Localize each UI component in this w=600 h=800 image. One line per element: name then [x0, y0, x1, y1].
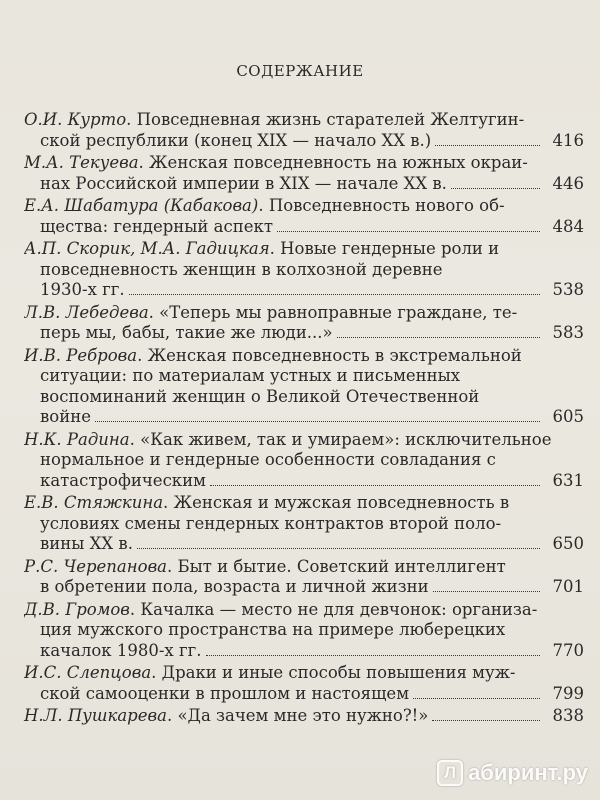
entry-title-line: ция мужского пространства на примере люберецких — [40, 620, 506, 639]
entry-title-line: ской самооценки в прошлом и настоящем — [40, 683, 410, 703]
dot-leader — [433, 591, 540, 592]
entry-line — [24, 239, 584, 260]
entry-page-number: 770 — [552, 640, 584, 660]
entry-title-line: щества: гендерный аспект — [40, 216, 273, 236]
entry-title-line: нах Российской империи в XIX — начале XX в. — [40, 173, 447, 193]
watermark-text: абиринт.ру — [468, 760, 588, 785]
entry-title-line: условиях смены гендерных контрактов второй поло- — [40, 513, 502, 533]
entry-line — [24, 663, 584, 684]
entry-line — [24, 366, 584, 387]
entry-title-line: . Быт и бытие. Советский интеллигент — [167, 556, 506, 576]
entry-title-line: . «Да зачем мне это нужно?!» — [166, 706, 429, 725]
entry-title-line: . «Теперь мы равноправные граждане, те- — [148, 302, 518, 322]
entry-author: О.И. Курто — [24, 110, 127, 129]
entry-title-line: . Женская повседневность в экстремальной — [137, 345, 522, 365]
dot-leader — [413, 698, 540, 699]
dot-leader — [451, 188, 540, 189]
entry-page-number: 799 — [552, 683, 584, 703]
entry-author: И.С. Слепцова — [24, 663, 152, 682]
dot-leader — [337, 337, 540, 338]
toc-entry — [24, 303, 584, 344]
dot-leader — [129, 294, 540, 295]
entry-author: И.В. Реброва — [24, 345, 138, 365]
entry-title-line: повседневность женщин в колхозной деревне — [40, 259, 443, 279]
entry-page-number: 650 — [552, 534, 584, 553]
entry-line — [24, 471, 584, 492]
entry-line — [24, 387, 584, 408]
toc-entry — [24, 239, 584, 301]
entry-line — [24, 600, 584, 621]
entry-line — [24, 684, 584, 705]
entry-page-number: 838 — [552, 706, 584, 725]
entry-line — [24, 260, 584, 281]
entry-line — [24, 641, 584, 662]
entry-title-line: . Повседневная жизнь старателей Желтугин- — [126, 110, 525, 129]
entry-line — [24, 534, 584, 555]
entry-title-line: . «Как живем, так и умираем»: исключительное — [129, 429, 552, 449]
entry-author: Д.В. Громов — [24, 599, 130, 619]
toc-heading: СОДЕРЖАНИЕ — [236, 62, 364, 80]
dot-leader — [206, 655, 540, 656]
dot-leader — [432, 720, 540, 721]
entry-page-number: 416 — [552, 130, 584, 150]
entry-page-number: 605 — [552, 407, 584, 426]
entry-title-line: . Новые гендерные роли и — [269, 239, 500, 258]
entry-author: Н.К. Радина — [24, 429, 130, 449]
entry-author: А.П. Скорик, М.А. Гадицкая — [24, 239, 270, 258]
entry-author: Е.В. Стяжкина — [24, 493, 164, 512]
toc-entry — [24, 346, 584, 428]
entry-page-number: 446 — [552, 173, 584, 193]
entry-title-line: катастрофическим — [40, 470, 206, 490]
entry-line — [24, 450, 584, 471]
dot-leader — [210, 485, 540, 486]
entry-line — [24, 280, 584, 301]
entry-author: М.А. Текуева — [24, 153, 139, 172]
toc-entry — [24, 493, 584, 555]
entry-line — [24, 493, 584, 514]
entry-page-number: 538 — [552, 280, 584, 299]
entry-line — [24, 346, 584, 367]
dot-leader — [137, 548, 540, 549]
entry-title-line: . Драки и иные способы повышения муж- — [151, 663, 516, 682]
table-of-contents — [24, 110, 584, 729]
entry-title-line: войне — [40, 407, 91, 426]
entry-line — [24, 153, 584, 174]
entry-title-line: перь мы, бабы, такие же люди...» — [40, 323, 333, 342]
entry-line — [24, 706, 584, 727]
entry-page-number: 701 — [552, 577, 584, 596]
entry-author: Н.Л. Пушкарева — [24, 706, 167, 725]
entry-title-line: . Женская повседневность на южных окраи- — [138, 153, 528, 172]
entry-title-line: . Женская и мужская повседневность в — [163, 493, 510, 512]
entry-author: Л.В. Лебедева — [24, 302, 149, 322]
entry-line — [24, 557, 584, 578]
labirint-watermark — [437, 760, 588, 786]
dot-leader — [95, 421, 540, 422]
entry-line — [24, 620, 584, 641]
entry-line — [24, 217, 584, 238]
entry-title-line: нормальное и гендерные особенности совладания с — [40, 450, 496, 469]
entry-line — [24, 577, 584, 598]
entry-page-number: 484 — [552, 216, 584, 236]
entry-title-line: . Качалка — место не для девчонок: организа- — [129, 599, 538, 619]
entry-author: Р.С. Черепанова — [24, 556, 168, 576]
entry-line — [24, 303, 584, 324]
toc-entry — [24, 557, 584, 598]
dot-leader — [277, 231, 540, 232]
entry-page-number: 583 — [552, 323, 584, 342]
entry-page-number: 631 — [552, 470, 584, 490]
entry-line — [24, 131, 584, 152]
toc-entry — [24, 706, 584, 727]
toc-entry — [24, 430, 584, 492]
entry-line — [24, 323, 584, 344]
entry-line — [24, 174, 584, 195]
entry-line — [24, 110, 584, 131]
toc-entry — [24, 110, 584, 151]
entry-title-line: воспоминаний женщин о Великой Отечественной — [40, 386, 480, 406]
entry-line — [24, 430, 584, 451]
dot-leader — [435, 145, 540, 146]
entry-title-line: . Повседневность нового об- — [258, 196, 505, 215]
entry-author: Е.А. Шабатура (Кабакова) — [24, 196, 259, 215]
entry-title-line: ситуации: по материалам устных и письменных — [40, 366, 461, 385]
toc-entry — [24, 153, 584, 194]
entry-title-line: качалок 1980-х гг. — [40, 640, 202, 660]
toc-entry — [24, 600, 584, 662]
entry-title-line: ской республики (конец XIX — начало XX в.) — [40, 130, 432, 150]
entry-line — [24, 407, 584, 428]
toc-entry — [24, 196, 584, 237]
entry-line — [24, 196, 584, 217]
labirint-logo-icon: Л — [437, 760, 463, 786]
entry-line — [24, 514, 584, 535]
entry-title-line: 1930-х гг. — [40, 280, 125, 299]
entry-title-line: вины XX в. — [40, 534, 133, 553]
toc-entry — [24, 663, 584, 704]
entry-title-line: в обретении пола, возраста и личной жизни — [40, 577, 429, 596]
